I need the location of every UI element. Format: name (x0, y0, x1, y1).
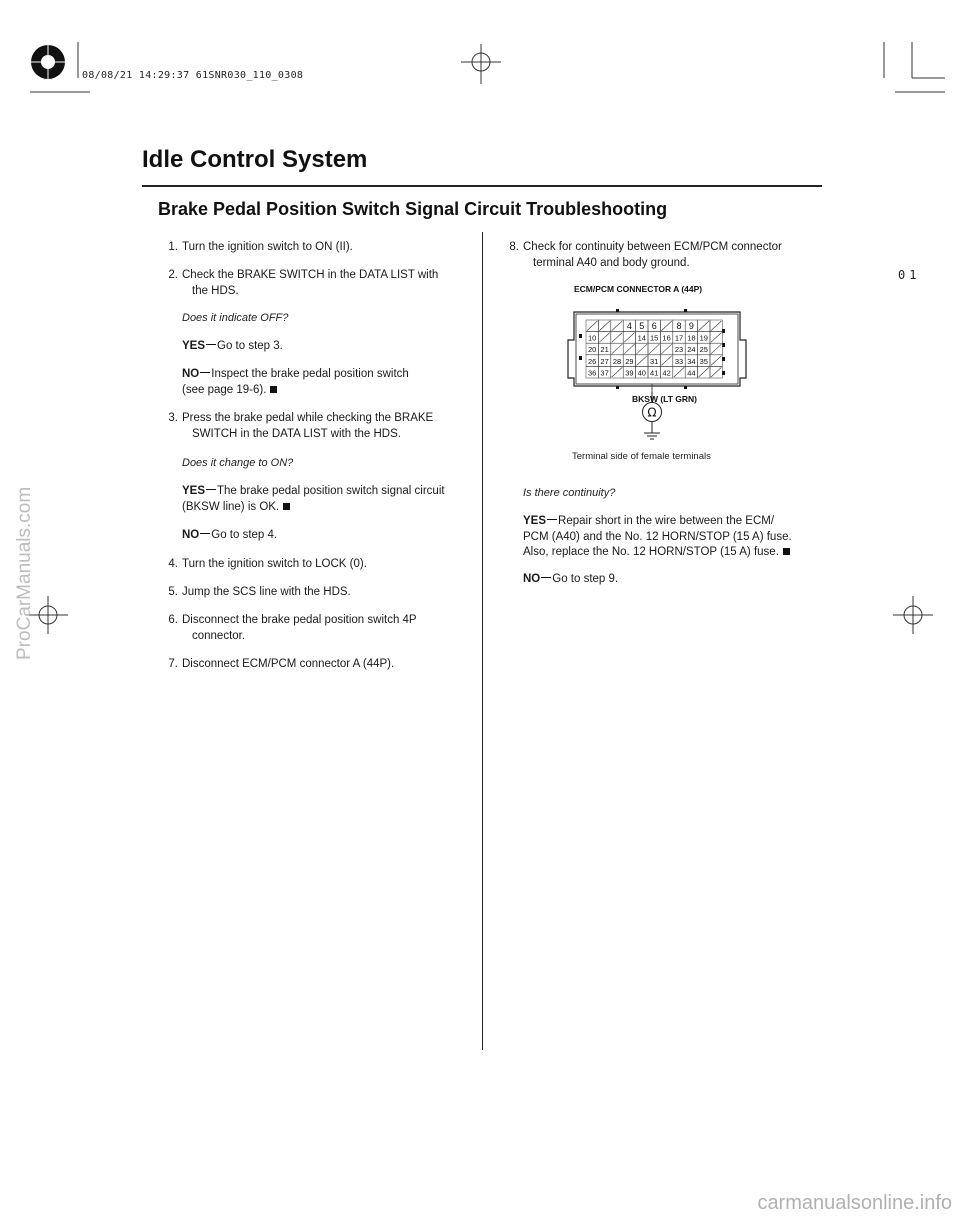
empty-cavity (612, 333, 622, 343)
terminal-number: 4 (626, 321, 632, 331)
terminal-number: 41 (650, 368, 659, 378)
watermark: ProCarManuals.com (14, 486, 35, 660)
empty-cavity (674, 367, 684, 377)
empty-cavity (587, 321, 597, 331)
column-divider (482, 232, 483, 1050)
empty-cavity (599, 321, 609, 331)
empty-cavity (711, 344, 721, 354)
crosshair-top-icon (461, 44, 501, 84)
yes-answer-3: YES Repair short in the wire between the ECM/ PCM (A40) and the No. 12 HORN/STOP (15 A) fuse. Also, replace the No. 12 HORN/STOP (15 A) fuse. (523, 515, 792, 558)
terminal-number: 27 (600, 356, 609, 366)
no-answer-2: NO Go to step 4. (182, 529, 278, 541)
connector-diagram (560, 300, 760, 450)
empty-cavity (624, 333, 634, 343)
ohm-symbol: Ω (647, 405, 657, 420)
terminal-number: 23 (674, 345, 684, 355)
terminal-number: 14 (637, 333, 646, 343)
empty-cavity (612, 367, 622, 377)
terminal-number: 15 (650, 333, 659, 343)
title-divider (142, 185, 822, 187)
empty-cavity (612, 344, 622, 354)
end-mark-icon (783, 548, 790, 555)
terminal-grid (586, 320, 722, 378)
crosshair-right-icon (893, 596, 933, 634)
empty-cavity (711, 356, 721, 366)
question-3: Is there continuity? (523, 487, 616, 499)
terminal-number: 8 (676, 321, 682, 331)
terminal-number: 5 (639, 321, 645, 331)
section-title: Brake Pedal Position Switch Signal Circuit Troubleshooting (158, 199, 668, 219)
empty-cavity (649, 344, 659, 354)
terminal-number: 44 (687, 368, 696, 378)
terminal-number: 10 (588, 333, 597, 343)
terminal-number: 18 (687, 333, 696, 343)
page-title: Idle Control System (142, 146, 368, 173)
footer-watermark: carmanualsonline.info (757, 1192, 952, 1214)
terminal-number: 31 (650, 356, 659, 366)
no-answer-3: NO Go to step 9. (523, 573, 619, 585)
connector-label: ECM/PCM CONNECTOR A (44P) (574, 284, 703, 294)
question-1: Does it indicate OFF? (182, 312, 289, 324)
empty-cavity (612, 321, 622, 331)
terminal-number: 9 (688, 321, 694, 331)
empty-cavity (661, 321, 671, 331)
terminal-number: 26 (588, 356, 597, 366)
empty-cavity (661, 356, 671, 366)
terminal-number: 16 (662, 333, 671, 343)
empty-cavity (711, 321, 721, 331)
yes-answer-1: YES Go to step 3. (182, 340, 283, 352)
end-mark-icon (283, 503, 290, 510)
empty-cavity (599, 333, 609, 343)
question-2: Does it change to ON? (182, 457, 294, 469)
terminal-number: 21 (600, 345, 609, 355)
empty-cavity (711, 333, 721, 343)
terminal-number: 20 (588, 345, 597, 355)
terminal-number: 40 (637, 368, 646, 378)
empty-cavity (711, 367, 721, 377)
terminal-number: 29 (625, 356, 634, 366)
terminal-number: 19 (699, 333, 708, 343)
print-stamp: 08/08/21 14:29:37 61SNR030_110_0308 (82, 70, 304, 81)
empty-cavity (637, 344, 647, 354)
terminal-number: 28 (612, 356, 622, 366)
empty-cavity (637, 356, 647, 366)
wire-label: BKSW (LT GRN) (632, 394, 697, 404)
terminal-number: 24 (687, 345, 696, 355)
terminal-number: 35 (699, 356, 708, 366)
empty-cavity (661, 344, 671, 354)
diagram-caption: Terminal side of female terminals (572, 451, 711, 462)
terminal-number: 25 (699, 345, 708, 355)
terminal-number: 17 (674, 333, 684, 343)
end-mark-icon (270, 386, 277, 393)
empty-cavity (624, 344, 634, 354)
page-code: 01 (898, 268, 921, 282)
terminal-number: 42 (662, 368, 671, 378)
no-answer-1: NO Inspect the brake pedal position switch (see page 19-6). (182, 368, 409, 396)
terminal-number: 37 (600, 368, 609, 378)
empty-cavity (699, 321, 709, 331)
terminal-number: 36 (588, 368, 597, 378)
terminal-number: 6 (651, 321, 657, 331)
terminal-number: 39 (625, 368, 634, 378)
terminal-number: 33 (674, 356, 684, 366)
terminal-number: 34 (687, 356, 696, 366)
yes-answer-2: YES The brake pedal position switch signal circuit (BKSW line) is OK. (182, 485, 445, 513)
empty-cavity (699, 367, 709, 377)
